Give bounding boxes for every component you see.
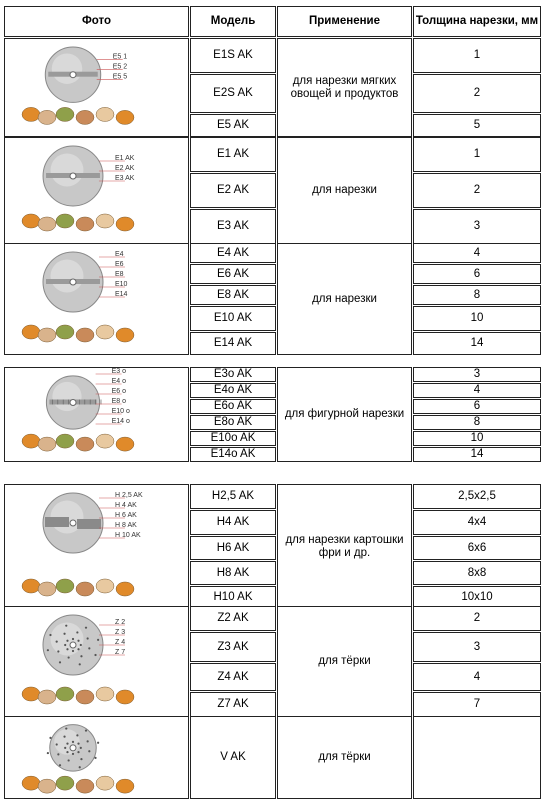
disc-hub bbox=[70, 173, 76, 179]
thickness-cell: 6 bbox=[413, 399, 541, 414]
disc-size-label: E8 o bbox=[111, 398, 127, 405]
produce-sample bbox=[38, 217, 56, 231]
thickness-cell: 8x8 bbox=[413, 561, 541, 585]
model-cell: E14o AK bbox=[190, 447, 276, 462]
produce-sample bbox=[56, 325, 74, 339]
disc-size-label: E6 bbox=[115, 261, 124, 268]
model-cell: E3o AK bbox=[190, 367, 276, 382]
header-thickness: Толщина нарезки, мм bbox=[413, 6, 541, 37]
produce-sample bbox=[96, 214, 114, 228]
disc-size-label: H 4 AK bbox=[115, 502, 137, 509]
model-cell: V AK bbox=[190, 716, 276, 799]
usage-cell: для тёрки bbox=[277, 716, 412, 799]
model-cell: E8o AK bbox=[190, 415, 276, 430]
disc-hub bbox=[70, 520, 76, 526]
thickness-cell: 4x4 bbox=[413, 510, 541, 535]
model-cell: H10 AK bbox=[190, 586, 276, 609]
produce-sample bbox=[38, 328, 56, 342]
disc-size-label: E4 bbox=[115, 251, 124, 258]
produce-sample bbox=[116, 437, 134, 451]
disc-size-label: H 10 AK bbox=[115, 532, 141, 539]
produce-sample bbox=[22, 214, 40, 228]
header-model: Модель bbox=[190, 6, 276, 37]
header-usage: Применение bbox=[277, 6, 412, 37]
usage-cell: для тёрки bbox=[277, 606, 412, 717]
model-cell: Z4 AK bbox=[190, 663, 276, 691]
usage-cell: для нарезки bbox=[277, 137, 412, 244]
usage-cell: для нарезки мягких овощей и продуктов bbox=[277, 38, 412, 137]
model-cell: H2,5 AK bbox=[190, 484, 276, 509]
photo-cell bbox=[4, 367, 189, 462]
model-cell: Z2 AK bbox=[190, 606, 276, 631]
model-cell: H4 AK bbox=[190, 510, 276, 535]
thickness-cell: 7 bbox=[413, 692, 541, 717]
disc-size-label: Z 3 bbox=[115, 629, 126, 636]
disc-size-label: E14 o bbox=[111, 418, 130, 425]
blade bbox=[45, 517, 69, 527]
produce-sample bbox=[96, 579, 114, 593]
produce-sample bbox=[76, 217, 94, 231]
model-cell: H8 AK bbox=[190, 561, 276, 585]
thickness-cell: 10x10 bbox=[413, 586, 541, 609]
produce-sample bbox=[56, 776, 74, 790]
photo-cell bbox=[4, 38, 189, 137]
disc-size-label: E6 o bbox=[111, 388, 127, 395]
thickness-cell: 1 bbox=[413, 137, 541, 172]
photo-cell bbox=[4, 484, 189, 609]
fine-grater-disc-icon bbox=[5, 717, 189, 799]
disc-size-label: E3 o bbox=[111, 368, 127, 375]
produce-sample bbox=[22, 325, 40, 339]
model-cell: H6 AK bbox=[190, 536, 276, 560]
produce-sample bbox=[76, 779, 94, 793]
model-cell: E1 AK bbox=[190, 137, 276, 172]
thickness-cell: 2,5x2,5 bbox=[413, 484, 541, 509]
produce-sample bbox=[22, 434, 40, 448]
model-cell: E2 AK bbox=[190, 173, 276, 208]
produce-sample bbox=[116, 328, 134, 342]
disc-size-label: E8 bbox=[115, 271, 124, 278]
thickness-cell: 14 bbox=[413, 332, 541, 355]
produce-sample bbox=[116, 779, 134, 793]
model-cell: E1S AK bbox=[190, 38, 276, 73]
disc-size-label: Z 4 bbox=[115, 639, 126, 646]
blade bbox=[77, 519, 101, 529]
model-cell: E6o AK bbox=[190, 399, 276, 414]
slicing-disc-icon bbox=[5, 138, 189, 244]
photo-cell bbox=[4, 243, 189, 355]
model-cell: E4o AK bbox=[190, 383, 276, 398]
produce-sample bbox=[116, 110, 134, 124]
disc-size-label: E5 1 bbox=[112, 53, 128, 61]
model-cell: E5 AK bbox=[190, 114, 276, 137]
slicing-disc-icon bbox=[5, 39, 189, 137]
disc-size-label: Z 2 bbox=[115, 619, 126, 626]
disc-hub bbox=[70, 745, 76, 751]
disc-hub bbox=[70, 72, 76, 78]
disc-size-label: E1 AK bbox=[114, 155, 135, 162]
model-cell: Z3 AK bbox=[190, 632, 276, 662]
produce-sample bbox=[76, 582, 94, 596]
thickness-cell: 2 bbox=[413, 173, 541, 208]
produce-sample bbox=[96, 687, 114, 701]
model-cell: E4 AK bbox=[190, 243, 276, 263]
disc-hub bbox=[70, 642, 76, 648]
model-cell: E14 AK bbox=[190, 332, 276, 355]
produce-sample bbox=[96, 434, 114, 448]
usage-cell: для фигурной нарезки bbox=[277, 367, 412, 462]
thickness-cell: 4 bbox=[413, 663, 541, 691]
photo-cell bbox=[4, 716, 189, 799]
model-cell: E8 AK bbox=[190, 285, 276, 305]
produce-sample bbox=[38, 690, 56, 704]
produce-sample bbox=[22, 776, 40, 790]
model-cell: E10o AK bbox=[190, 431, 276, 446]
thickness-cell: 6x6 bbox=[413, 536, 541, 560]
thickness-cell: 8 bbox=[413, 415, 541, 430]
thickness-cell: 10 bbox=[413, 306, 541, 331]
julienne-disc-icon bbox=[5, 485, 189, 609]
thickness-cell: 10 bbox=[413, 431, 541, 446]
produce-sample bbox=[56, 687, 74, 701]
model-cell: E3 AK bbox=[190, 209, 276, 244]
photo-cell bbox=[4, 137, 189, 244]
thickness-cell: 4 bbox=[413, 383, 541, 398]
thickness-cell: 1 bbox=[413, 38, 541, 73]
thickness-cell: 4 bbox=[413, 243, 541, 263]
disc-size-label: H 2,5 AK bbox=[115, 492, 143, 499]
produce-sample bbox=[38, 437, 56, 451]
produce-sample bbox=[22, 579, 40, 593]
thickness-cell: 3 bbox=[413, 367, 541, 382]
header-photo: Фото bbox=[4, 6, 189, 37]
slicing-disc-icon bbox=[5, 244, 189, 355]
produce-sample bbox=[76, 437, 94, 451]
disc-size-label: E10 o bbox=[111, 408, 130, 415]
produce-sample bbox=[116, 217, 134, 231]
disc-size-label: E5 2 bbox=[112, 63, 128, 71]
produce-sample bbox=[96, 776, 114, 790]
disc-size-label: E10 bbox=[115, 281, 128, 288]
produce-sample bbox=[76, 110, 94, 124]
usage-cell: для нарезки bbox=[277, 243, 412, 355]
thickness-cell: 3 bbox=[413, 632, 541, 662]
disc-hub bbox=[70, 400, 76, 406]
produce-sample bbox=[76, 690, 94, 704]
model-cell: E6 AK bbox=[190, 264, 276, 284]
grater-disc-icon bbox=[5, 607, 189, 717]
produce-sample bbox=[116, 582, 134, 596]
produce-sample bbox=[116, 690, 134, 704]
thickness-cell: 3 bbox=[413, 209, 541, 244]
produce-sample bbox=[56, 579, 74, 593]
produce-sample bbox=[96, 107, 114, 121]
produce-sample bbox=[96, 325, 114, 339]
disc-size-label: H 6 AK bbox=[115, 512, 137, 519]
produce-sample bbox=[22, 107, 40, 121]
disc-size-label: H 8 AK bbox=[115, 522, 137, 529]
model-cell: E10 AK bbox=[190, 306, 276, 331]
disc-size-label: E4 o bbox=[111, 378, 127, 385]
produce-sample bbox=[76, 328, 94, 342]
usage-cell: для нарезки картошки фри и др. bbox=[277, 484, 412, 609]
disc-size-label: E3 AK bbox=[114, 175, 135, 182]
photo-cell bbox=[4, 606, 189, 717]
model-cell: Z7 AK bbox=[190, 692, 276, 717]
produce-sample bbox=[56, 107, 74, 121]
produce-sample bbox=[22, 687, 40, 701]
model-cell: E2S AK bbox=[190, 74, 276, 113]
produce-sample bbox=[38, 779, 56, 793]
disc-size-label: Z 7 bbox=[115, 649, 126, 656]
disc-size-label: E5 5 bbox=[112, 73, 128, 81]
produce-sample bbox=[56, 434, 74, 448]
thickness-cell: 5 bbox=[413, 114, 541, 137]
produce-sample bbox=[38, 110, 56, 124]
disc-size-label: E2 AK bbox=[114, 165, 135, 172]
thickness-cell bbox=[413, 716, 541, 799]
thickness-cell: 6 bbox=[413, 264, 541, 284]
thickness-cell: 14 bbox=[413, 447, 541, 462]
thickness-cell: 2 bbox=[413, 606, 541, 631]
disc-size-label: E14 bbox=[115, 291, 128, 298]
thickness-cell: 8 bbox=[413, 285, 541, 305]
thickness-cell: 2 bbox=[413, 74, 541, 113]
produce-sample bbox=[38, 582, 56, 596]
disc-hub bbox=[70, 279, 76, 285]
produce-sample bbox=[56, 214, 74, 228]
crinkle-disc-icon bbox=[5, 368, 189, 462]
